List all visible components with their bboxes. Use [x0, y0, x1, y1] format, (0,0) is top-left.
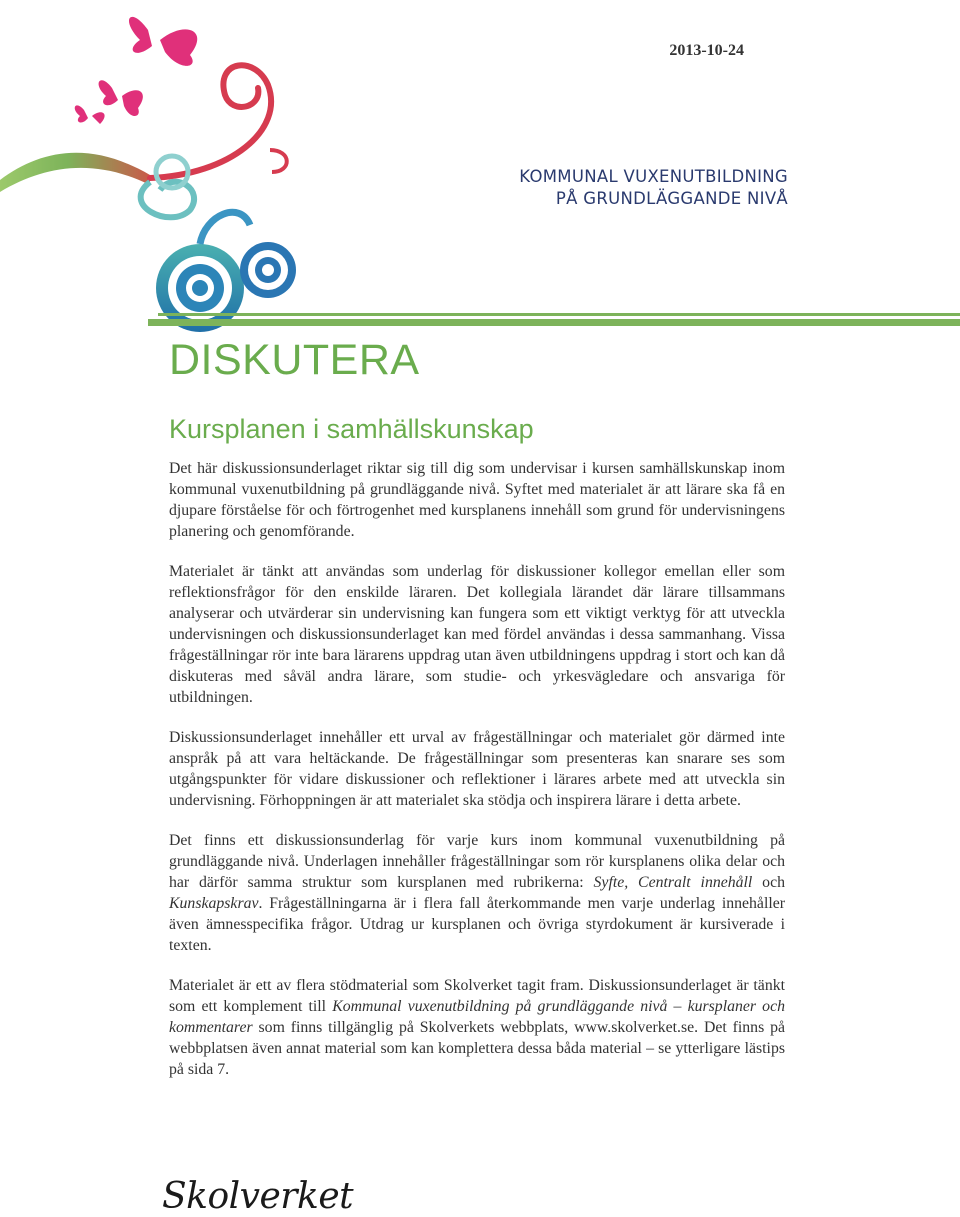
header-rule-thick	[148, 319, 960, 326]
paragraph-4-text-b: och	[752, 874, 785, 891]
body-text	[169, 458, 785, 1099]
page-title: DISKUTERA	[169, 336, 420, 384]
butterfly-icon	[75, 17, 198, 124]
paragraph-2: Materialet är tänkt att användas som underlag för diskussioner kollegor emellan eller som reflektionsfrågor för den enskilde läraren. Det kollegiala lärandet där lärare tillsammans analyserar och utvärderar sin undervisning kan fungera som ett viktigt verktyg för att utveckla undervisningen och diskussionsunderlaget kan med fördel användas i dessa sammanhang. Vissa frågeställningar rör inte bara lärarens uppdrag utan även utbildningens uppdrag i stort och kan då diskuteras med såväl andra lärare, som studie- och yrkesvägledare och ansvariga för utbildningen.	[169, 563, 785, 706]
skolverket-logo: Skolverket	[162, 1176, 354, 1217]
paragraph-5	[169, 975, 785, 1080]
series-heading	[519, 166, 788, 210]
paragraph-5-text-a: Materialet är ett av flera stödmaterial som Skolverket tagit fram. Diskussionsunderlaget är tänkt som ett komplement till	[169, 977, 785, 1015]
series-heading-line2: PÅ GRUNDLÄGGANDE NIVÅ	[555, 189, 788, 208]
page-subtitle: Kursplanen i samhällskunskap	[169, 414, 534, 444]
paragraph-5-text-b: som finns tillgänglig på Skolverkets webbplats, www.skolverket.se. Det finns på webbplatsen även annat material som kan komplettera dessa båda material – se ytterligare lästips på sida 7.	[169, 1019, 785, 1078]
paragraph-4-italic-1: Syfte, Centralt innehåll	[593, 874, 753, 891]
paragraph-5-italic-1: Kommunal vuxenutbildning på grundläggande nivå – kursplaner och kommentarer	[169, 998, 785, 1036]
document-date: 2013-10-24	[669, 42, 744, 59]
decorative-swirl-illustration	[0, 0, 320, 340]
paragraph-4-italic-2: Kunskapskrav	[169, 895, 259, 912]
header-rule-thin	[158, 313, 960, 316]
paragraph-1: Det här diskussionsunderlaget riktar sig till dig som undervisar i kursen samhällskunskap inom kommunal vuxenutbildning på grundläggande nivå. Syftet med materialet är att lärare ska få en djupare förståelse för och förtrogenhet med kursplanens innehåll som grund för undervisningens planering och genomförande.	[169, 460, 785, 540]
paragraph-4-text-c: . Frågeställningarna är i flera fall återkommande men varje underlag innehåller även ämnesspecifika frågor. Utdrag ur kursplanen och övriga styrdokument är kursiverade i texten.	[169, 895, 785, 954]
paragraph-4-text-a: Det finns ett diskussionsunderlag för varje kurs inom kommunal vuxenutbildning på grundläggande nivå. Underlagen innehåller frågeställningar som rör kursplanens olika delar och har därför samma struktur som kursplanen med rubrikerna:	[169, 832, 785, 891]
paragraph-4	[169, 830, 785, 956]
series-heading-line1: KOMMUNAL VUXENUTBILDNING	[519, 167, 788, 186]
paragraph-3: Diskussionsunderlaget innehåller ett urval av frågeställningar och materialet gör därmed inte anspråk på att vara heltäckande. De frågeställningar som presenteras kan snarare ses som utgångspunkter för vidare diskussioner och reflektioner i lärares arbete med att utveckla sin undervisning. Förhoppningen är att materialet ska stödja och inspirera lärare i detta arbete.	[169, 729, 785, 809]
